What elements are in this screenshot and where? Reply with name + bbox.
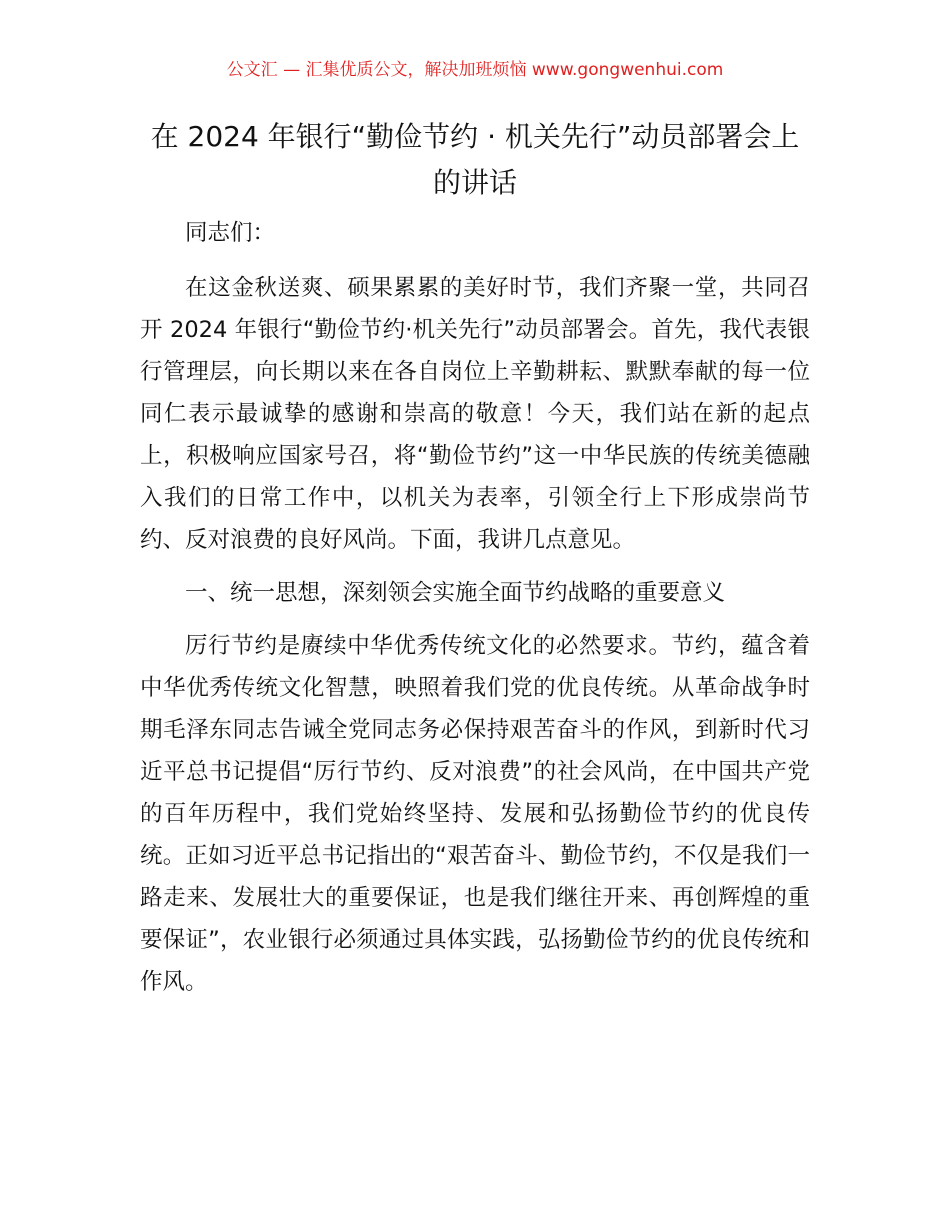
section-heading: 一、统一思想，深刻领会实施全面节约战略的重要意义 [185,580,726,606]
salutation: 同志们： [185,220,276,246]
site-banner[interactable]: 公文汇 — 汇集优质公文，解决加班烦恼 www.gongwenhui.com [226,60,724,80]
document-title: 在 2024 年银行“勤俭节约 · 机关先行”动员部署会上的讲话 [150,120,800,199]
section-paragraph: 厉行节约是赓续中华优秀传统文化的必然要求。节约，蕴含着中华优秀传统文化智慧，映照着我们党的优良传统。从革命战争时期毛泽东同志告诫全党同志务必保持艰苦奋斗的作风，到新时代习近平总书记提倡“厉行节约、反对浪费”的社会风尚，在中国共产党的百年历程中，我们党始终坚持、发展和弘扬勤俭节约的优良传统。正如习近平总书记指出的“艰苦奋斗、勤俭节约，不仅是我们一路走来、发展壮大的重要保证，也是我们继往开来、再创辉煌的重要保证”，农业银行必须通过具体实践，弘扬勤俭节约的优良传统和作风。 [140,633,810,995]
opening-paragraph: 在这金秋送爽、硕果累累的美好时节，我们齐聚一堂，共同召开 2024 年银行“勤俭节约·机关先行”动员部署会。首先，我代表银行管理层，向长期以来在各自岗位上辛勤耕耘、默默奉献的每一位同仁表示最诚挚的感谢和崇高的敬意！今天，我们站在新的起点上，积极响应国家号召，将“勤俭节约”这一中华民族的传统美德融入我们的日常工作中，以机关为表率，引领全行上下形成崇尚节约、反对浪费的良好风尚。下面，我讲几点意见。 [140,275,810,553]
document-body [140,212,810,1014]
